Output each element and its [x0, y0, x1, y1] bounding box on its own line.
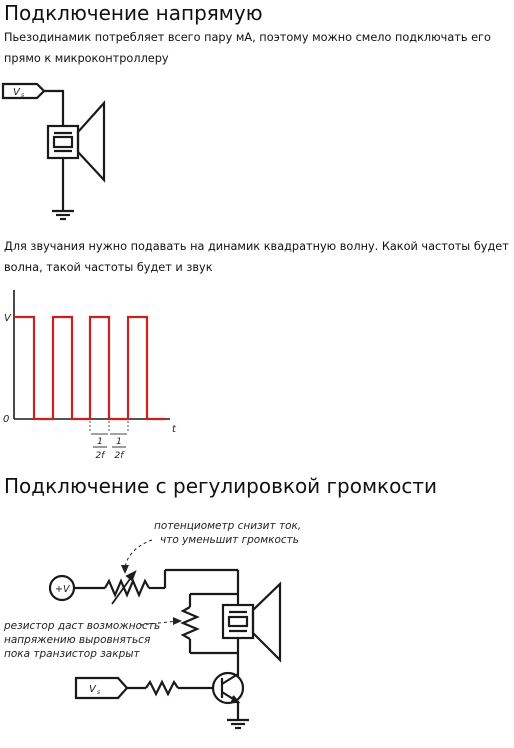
- source-subscript: s: [21, 92, 25, 99]
- supply-label: +V: [55, 584, 70, 595]
- x-axis-label: t: [172, 424, 176, 435]
- y-high-label: V: [4, 313, 11, 324]
- period-denominator-2: 2f: [114, 451, 124, 461]
- square-wave-line: [14, 317, 165, 419]
- paragraph-direct: Пьезодинамик потребляет всего пару мА, поэтому можно смело подключать его прямо к микроконтроллеру: [4, 31, 491, 65]
- y-zero-label: 0: [3, 414, 10, 425]
- source-subscript-2: s: [97, 689, 101, 696]
- volume-control-diagram: [0, 508, 514, 748]
- period-denominator-1: 2f: [95, 451, 105, 461]
- direct-connection-diagram: [0, 78, 120, 223]
- resistor-note-3: пока транзистор закрыт: [4, 648, 140, 660]
- resistor-note-2: напряжению выровняться: [4, 634, 151, 646]
- pot-note-1: потенциометр снизит ток,: [154, 520, 302, 532]
- source-label: V: [13, 87, 20, 98]
- period-numerator-2: 1: [116, 437, 122, 447]
- section-heading-volume: Подключение с регулировкой громкости: [4, 474, 438, 498]
- paragraph-square-wave: Для звучания нужно подавать на динамик квадратную волну. Какой частоты будет волна, такой частоты будет и звук: [4, 240, 509, 274]
- pot-note-2: что уменьшит громкость: [160, 534, 299, 546]
- resistor-note-1: резистор даст возможность: [4, 620, 161, 632]
- square-wave-chart: [0, 284, 190, 464]
- period-numerator-1: 1: [97, 437, 103, 447]
- source-label-2: V: [89, 684, 96, 695]
- section-heading-direct: Подключение напрямую: [4, 1, 263, 25]
